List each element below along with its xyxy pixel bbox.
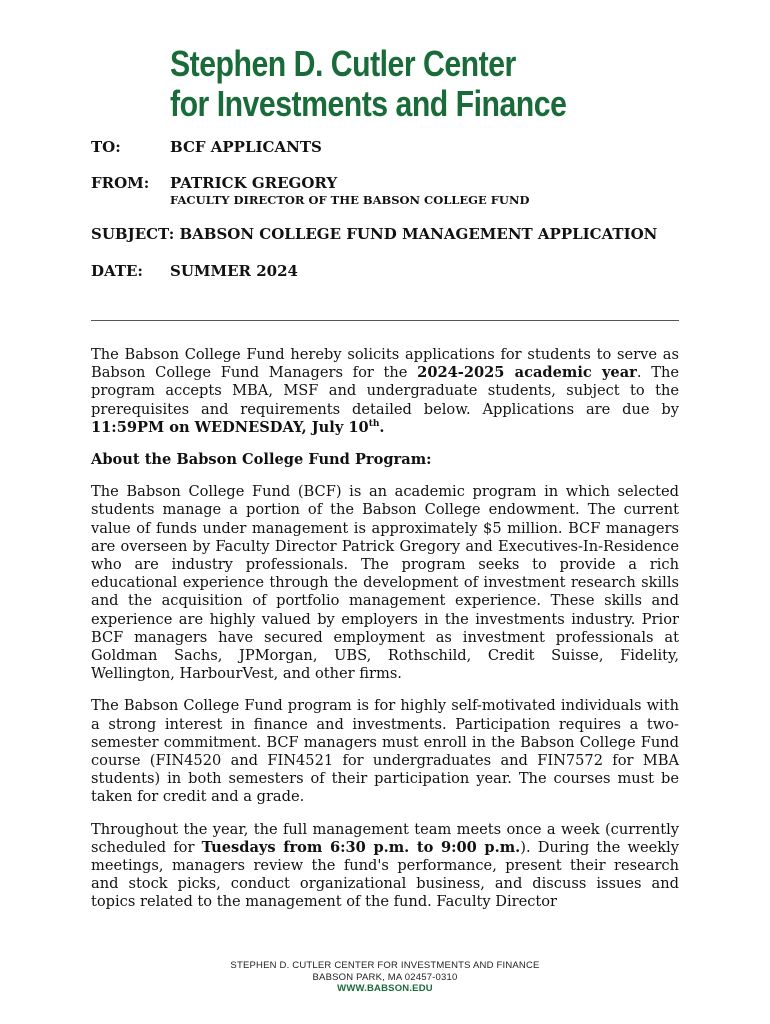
footer-center-name: STEPHEN D. CUTLER CENTER FOR INVESTMENTS AND FINANCE	[230, 960, 540, 971]
logo-line-2: for Investments and Finance	[170, 83, 567, 124]
from-label: FROM:	[91, 174, 150, 192]
about-paragraph-3: Throughout the year, the full management team meets once a week (currently scheduled for Tuesdays from 6:30 p.m. to 9:00 p.m.). During the weekly meetings, managers review the fund's performance, present their research and stock picks, conduct organizational business, and discuss issues and topics related to the management of the fund. Faculty Director	[91, 820, 680, 911]
academic-year: 2024-2025 academic year	[417, 364, 637, 382]
about-heading: About the Babson College Fund Program:	[91, 451, 432, 469]
from-title: FACULTY DIRECTOR OF THE BABSON COLLEGE FUND	[170, 193, 530, 207]
header-divider	[91, 320, 679, 321]
date-label: DATE:	[91, 262, 143, 280]
date-value: SUMMER 2024	[170, 262, 298, 280]
center-logo	[170, 44, 566, 124]
from-value: PATRICK GREGORY	[170, 174, 338, 192]
memo-body	[91, 346, 679, 926]
meeting-time: Tuesdays from 6:30 p.m. to 9:00 p.m.	[201, 838, 521, 856]
page-footer	[0, 960, 770, 995]
footer-website-link[interactable]: WWW.BABSON.EDU	[337, 983, 433, 994]
about-paragraph-1: The Babson College Fund (BCF) is an academic program in which selected students manage a portion of the Babson College endowment. The current value of funds under management is approximately $5 million. BCF managers are overseen by Faculty Director Patrick Gregory and Executives-In-Residence who are industry professionals. The program seeks to provide a rich educational experience through the development of investment research skills and the acquisition of portfolio management experience. These skills and experience are highly valued by employers in the investments industry. Prior BCF managers have secured employment as investment professionals at Goldman Sachs, JPMorgan, UBS, Rothschild, Credit Suisse, Fidelity, Wellington, HarbourVest, and other firms.	[91, 483, 679, 683]
footer-address: BABSON PARK, MA 02457-0310	[312, 971, 458, 983]
subject-line: SUBJECT: BABSON COLLEGE FUND MANAGEMENT APPLICATION	[91, 225, 658, 243]
logo-line-1: Stephen D. Cutler Center	[170, 43, 516, 84]
to-value: BCF APPLICANTS	[170, 138, 322, 156]
about-paragraph-2: The Babson College Fund program is for highly self-motivated individuals with a strong interest in finance and investments. Participation requires a two-semester commitment. BCF managers must enroll in the Babson College Fund course (FIN4520 and FIN4521 for undergraduates and FIN7572 for MBA students) in both semesters of their participation year. The courses must be taken for credit and a grade.	[91, 697, 679, 806]
to-label: TO:	[91, 138, 121, 156]
intro-paragraph: The Babson College Fund hereby solicits applications for students to serve as Babson College Fund Managers for the 2024-2025 academic year. The program accepts MBA, MSF and undergraduate students, subject to the prerequisites and requirements detailed below. Applications are due by 11:59PM on WEDNESDAY, July 10th.	[91, 346, 679, 436]
deadline: 11:59PM on WEDNESDAY, July 10th.	[91, 418, 385, 436]
